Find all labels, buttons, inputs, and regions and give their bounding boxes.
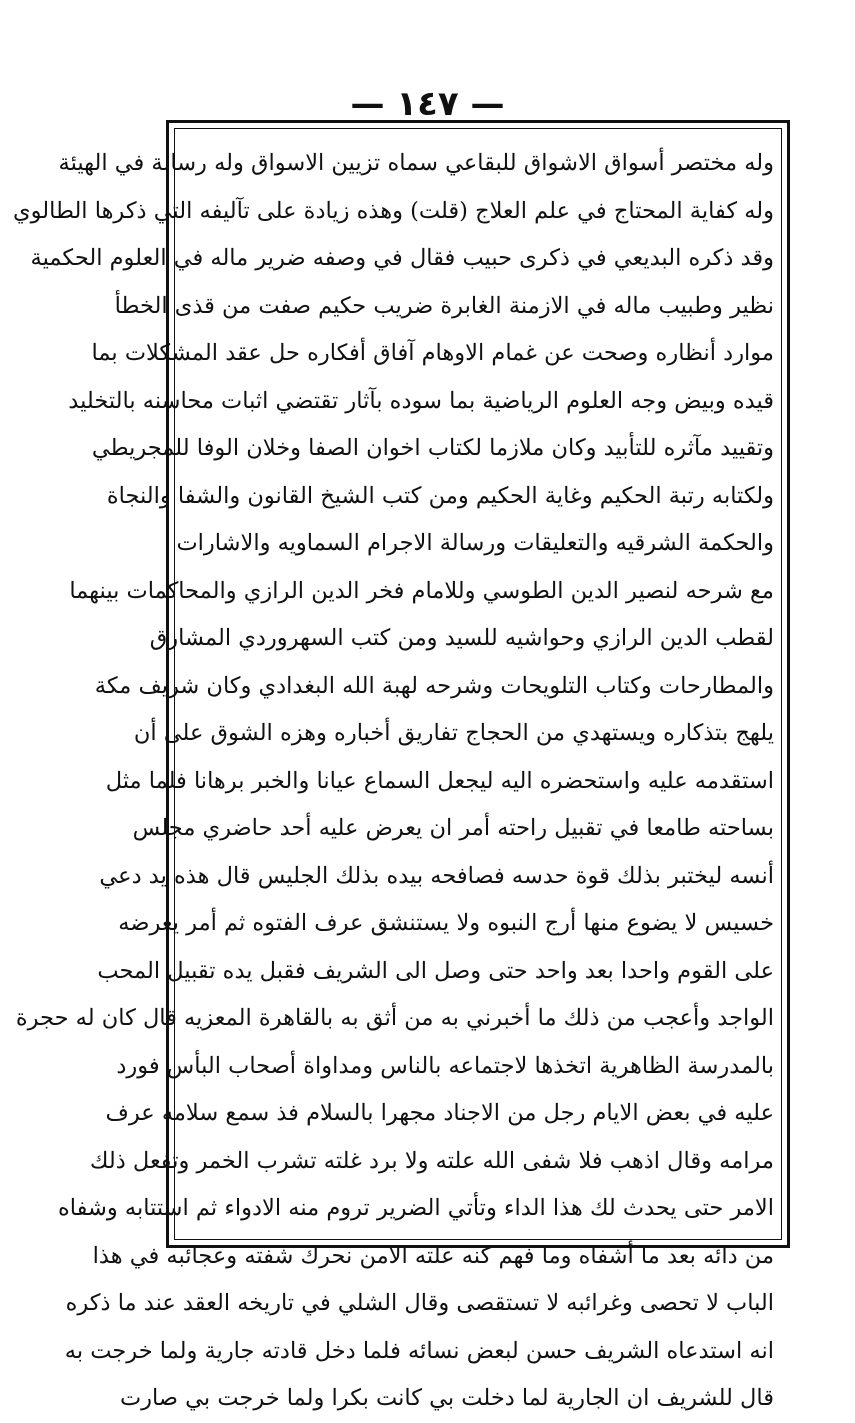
text-line: وله مختصر أسواق الاشواق للبقاعي سماه تزيين الاسواق وله رسالة في الهيئة <box>58 150 774 176</box>
text-line: لقطب الدين الرازي وحواشيه للسيد ومن كتب السهروردي المشارق <box>149 625 774 651</box>
text-line: بساحته طامعا في تقبيل راحته أمر ان يعرض عليه أحد حاضري مجلس <box>132 815 774 841</box>
text-line: مع شرحه لنصير الدين الطوسي وللامام فخر الدين الرازي والمحاكمات بينهما <box>69 577 774 604</box>
page-number: — ١٤٧ — <box>350 84 505 124</box>
text-line: وتقييد مآثره للتأبيد وكان ملازما لكتاب اخوان الصفا وخلان الوفا للمجريطي <box>91 435 774 461</box>
text-line: نظير وطبيب ماله في الازمنة الغابرة ضريب حكيم صفت من قذى الخطأ <box>114 292 774 319</box>
text-line: ولكتابه رتبة الحكيم وغاية الحكيم ومن كتب الشيخ القانون والشفا والنجاة <box>106 482 774 509</box>
text-line: خسيس لا يضوع منها أرج النبوه ولا يستنشق عرف الفتوه ثم أمر يعرضه <box>118 910 774 936</box>
text-line: وله كفاية المحتاج في علم العلاج (قلت) وهذه زيادة على تآليفه التي ذكرها الطالوي <box>13 197 774 224</box>
text-line: يلهج بتذكاره ويستهدي من الحجاج تفاريق أخباره وهزه الشوق على أن <box>133 720 774 746</box>
text-line: موارد أنظاره وصحت عن غمام الاوهام آفاق أفكاره حل عقد المشكلات بما <box>91 340 774 366</box>
text-line: والمطارحات وكتاب التلويحات وشرحه لهبة الله البغدادي وكان شريف مكة <box>94 672 774 699</box>
text-line: الواجد وأعجب من ذلك ما أخبرني به من أثق به بالقاهرة المعزيه قال كان له حجرة <box>15 1005 774 1031</box>
text-line: استقدمه عليه واستحضره اليه ليجعل السماع عيانا والخبر برهانا فلما مثل <box>105 767 774 794</box>
text-line: الباب لا تحصى وغرائبه لا تستقصى وقال الشلي في تاريخه العقد عند ما ذكره <box>65 1290 774 1316</box>
text-line: بالمدرسة الظاهرية اتخذها لاجتماعه بالناس ومداواة أصحاب البأس فورد <box>116 1052 774 1079</box>
text-line: قال للشريف ان الجارية لما دخلت بي كانت بكرا ولما خرجت بي صارت <box>120 1385 774 1411</box>
body-text <box>13 140 774 1423</box>
text-line: عليه في بعض الايام رجل من الاجناد مجهرا بالسلام فذ سمع سلامه عرف <box>105 1100 774 1126</box>
text-line: والحكمة الشرقيه والتعليقات ورسالة الاجرام السماويه والاشارات <box>176 530 774 556</box>
text-line: وقد ذكره البديعي في ذكرى حبيب فقال في وصفه ضرير ماله في العلوم الحكمية <box>30 245 774 271</box>
text-line: انه استدعاه الشريف حسن لبعض نسائه فلما دخل قادته جارية ولما خرجت به <box>64 1337 774 1364</box>
text-line: أنسه ليختبر بذلك قوة حدسه فصافحه بيده بذلك الجليس قال هذه يد دعي <box>99 862 774 889</box>
text-line: مرامه وقال اذهب فلا شفى الله علته ولا برد غلته تشرب الخمر وتفعل ذلك <box>89 1147 774 1174</box>
text-line: من دائه بعد ما أشفاه وما فهم كنه علته الامن نحرك شفته وعجائبه في هذا <box>92 1242 774 1269</box>
text-line: قيده وبيض وجه العلوم الرياضية بما سوده بآثار تقتضي اثبات محاسنه بالتخليد <box>68 387 774 414</box>
text-line: على القوم واحدا بعد واحد حتى وصل الى الشريف فقبل يده تقبيل المحب <box>97 957 774 984</box>
text-line: الامر حتى يحدث لك هذا الداء وتأتي الضرير تروم منه الادواء ثم استتابه وشفاه <box>58 1195 774 1221</box>
